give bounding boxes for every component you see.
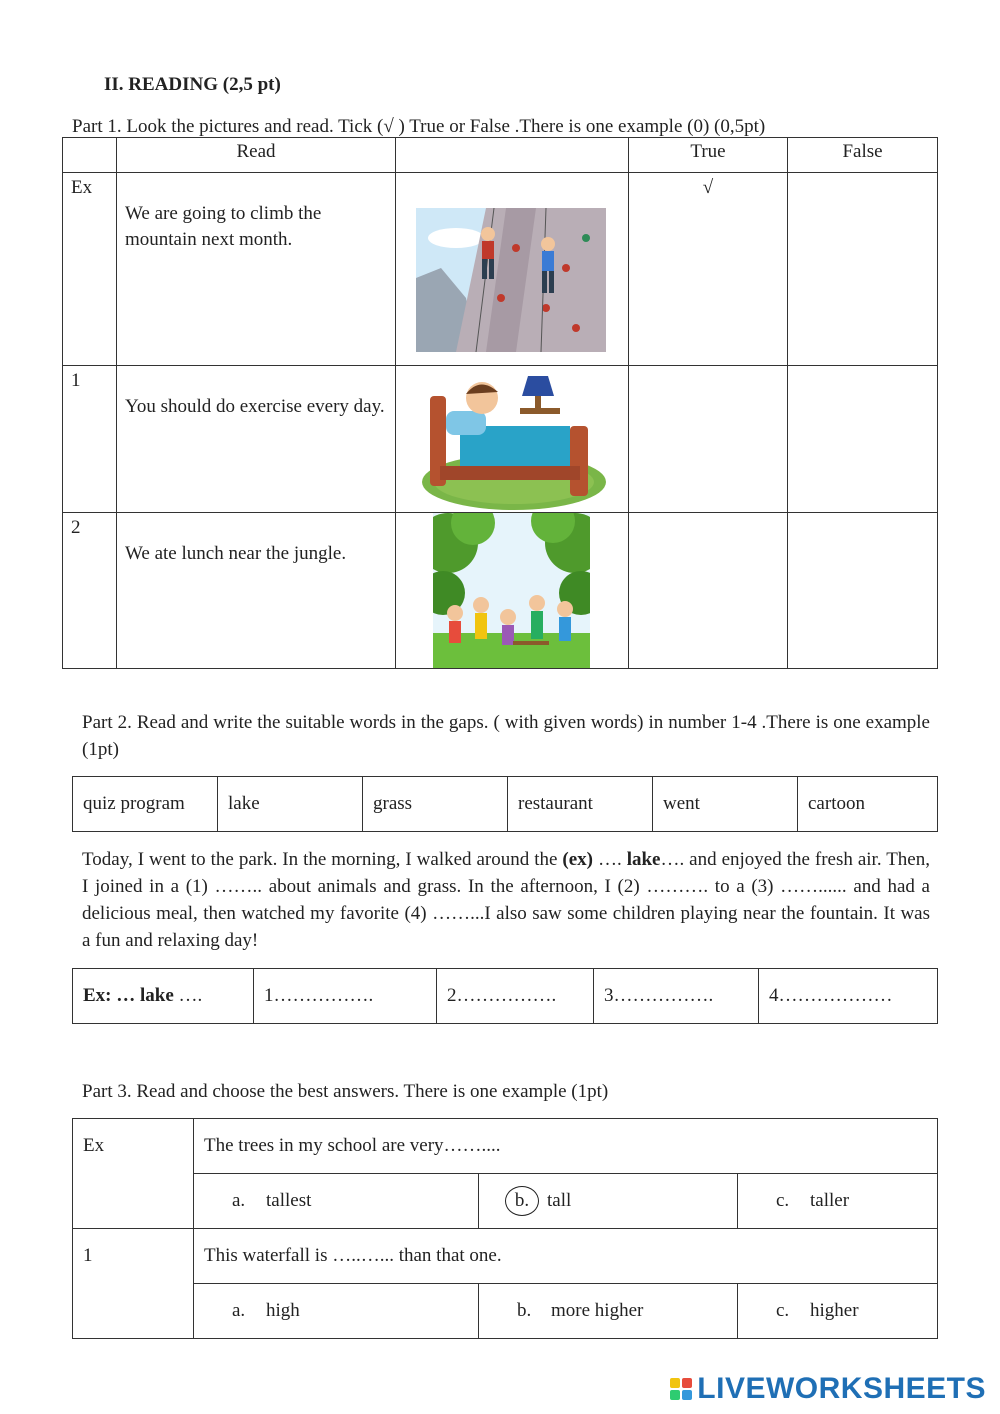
section-title: II. READING (2,5 pt) xyxy=(104,74,281,95)
row-number: 2 xyxy=(63,513,117,669)
answer-blank-4[interactable]: 4……………… xyxy=(759,969,938,1024)
header-false: False xyxy=(788,138,938,173)
picnic-image xyxy=(433,513,590,668)
true-mark[interactable] xyxy=(629,366,788,513)
row-statement: You should do exercise every day. xyxy=(125,396,385,417)
header-true: True xyxy=(629,138,788,173)
true-mark[interactable]: √ xyxy=(629,173,788,366)
part3-table xyxy=(72,1118,938,1339)
row-number: 1 xyxy=(63,366,117,513)
row-statement: We ate lunch near the jungle. xyxy=(125,543,347,564)
table-row xyxy=(63,513,938,669)
part3-instruction: Part 3. Read and choose the best answers. There is one example (1pt) xyxy=(82,1081,609,1102)
answer-table xyxy=(72,968,938,1024)
answer-blank-3[interactable]: 3……………. xyxy=(594,969,759,1024)
question-number: Ex xyxy=(73,1119,194,1229)
option-a[interactable]: a. tallest xyxy=(194,1174,479,1229)
answer-blank-2[interactable]: 2……………. xyxy=(437,969,594,1024)
word-box xyxy=(72,776,938,832)
false-mark[interactable] xyxy=(788,366,938,513)
answer-blank-1[interactable]: 1……………. xyxy=(254,969,437,1024)
row-statement: We are going to climb the mountain next month. xyxy=(125,203,322,250)
word-option: restaurant xyxy=(508,777,653,832)
answer-example: Ex: … lake …. xyxy=(73,969,254,1024)
part1-instruction: Part 1. Look the pictures and read. Tick (√ ) True or False .There is one example (0) (0,5pt) xyxy=(72,116,766,137)
question-number: 1 xyxy=(73,1229,194,1339)
option-b[interactable]: b. more higher xyxy=(479,1284,738,1339)
question-text: The trees in my school are very…….... xyxy=(194,1119,938,1174)
part1-table xyxy=(62,137,938,669)
word-option: grass xyxy=(363,777,508,832)
word-option: cartoon xyxy=(798,777,938,832)
part2-instruction: Part 2. Read and write the suitable words in the gaps. ( with given words) in number 1-4 .There is one example (1pt) xyxy=(82,712,930,760)
rock-climbing-image xyxy=(416,208,606,352)
word-option: lake xyxy=(218,777,363,832)
word-option: quiz program xyxy=(73,777,218,832)
true-mark[interactable] xyxy=(629,513,788,669)
circled-answer: b. xyxy=(505,1186,539,1216)
boy-sleeping-image xyxy=(420,366,608,512)
header-read: Read xyxy=(117,138,396,173)
question-text: This waterfall is …..…... than that one. xyxy=(194,1229,938,1284)
row-number: Ex xyxy=(63,173,117,366)
option-b[interactable]: b. tall xyxy=(479,1174,738,1229)
option-c[interactable]: c. taller xyxy=(738,1174,938,1229)
option-a[interactable]: a. high xyxy=(194,1284,479,1339)
word-option: went xyxy=(653,777,798,832)
option-c[interactable]: c. higher xyxy=(738,1284,938,1339)
liveworksheets-logo: LIVEWORKSHEETS xyxy=(670,1372,986,1406)
table-row xyxy=(63,366,938,513)
false-mark[interactable] xyxy=(788,173,938,366)
reading-passage: Today, I went to the park. In the morning, I walked around the (ex) …. lake…. and enjoyed the fresh air. Then, I joined in a (1) …….. about animals and grass. In the afternoon, I (2) ………. to a (3) ……...... and had a delicious meal, then watched my favorite (4) ……...I also saw some children playing near the fountain. It was a fun and relaxing day! xyxy=(82,849,930,951)
false-mark[interactable] xyxy=(788,513,938,669)
logo-icon xyxy=(670,1378,692,1400)
table-row xyxy=(63,173,938,366)
